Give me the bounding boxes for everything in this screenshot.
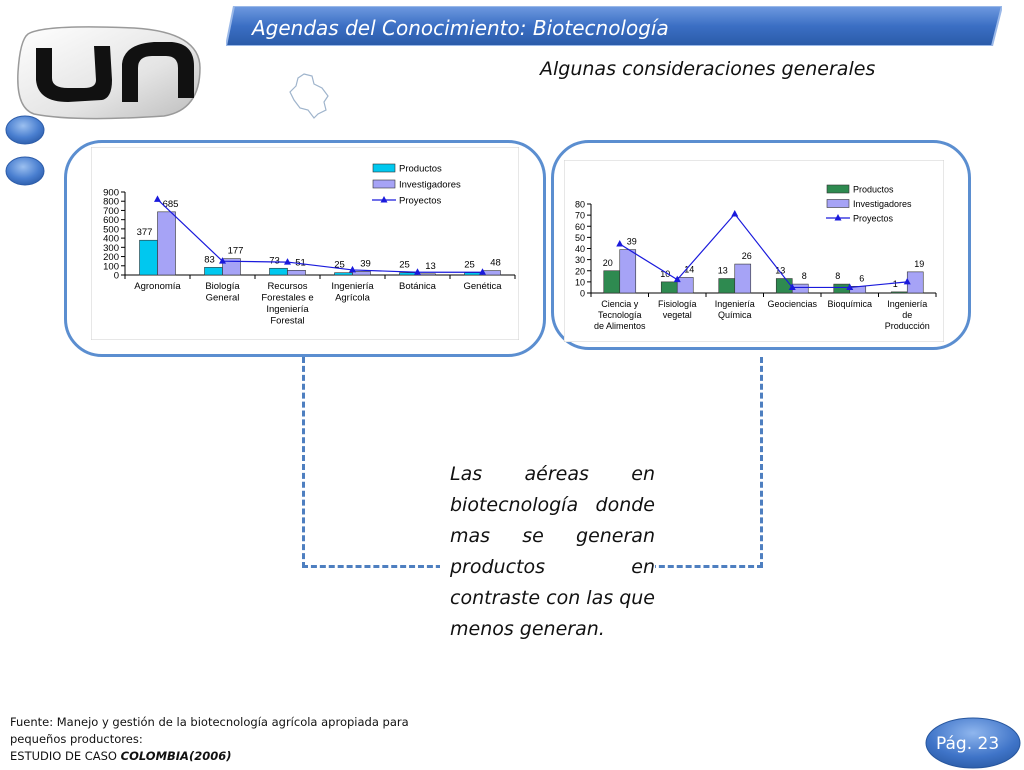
data-label: 14 <box>684 264 695 275</box>
legend-swatch <box>827 185 849 193</box>
y-tick-label: 0 <box>113 270 119 282</box>
data-label: 13 <box>425 260 436 272</box>
x-tick-label: Botánica <box>399 281 436 292</box>
colombia-map-icon <box>284 70 334 120</box>
source-line2 <box>10 748 430 765</box>
chart-products-right <box>564 160 944 342</box>
legend-label: Productos <box>399 163 442 175</box>
legend-swatch <box>373 180 395 188</box>
x-tick-label: Ingeniería de Producción <box>884 299 930 331</box>
bullet-icon <box>4 155 46 187</box>
data-label: 39 <box>626 236 637 247</box>
y-tick-label: 20 <box>574 266 585 277</box>
source-note <box>10 714 430 765</box>
data-label: 73 <box>269 255 280 267</box>
data-label: 177 <box>227 245 244 257</box>
bar-investigadores <box>288 270 306 275</box>
data-label: 20 <box>602 257 613 268</box>
data-label: 25 <box>464 259 475 271</box>
data-label: 1 <box>892 278 898 289</box>
y-tick-label: 80 <box>574 199 585 210</box>
bar-productos <box>335 273 353 275</box>
x-tick-label: Ingeniería Agrícola <box>331 281 374 304</box>
data-label: 39 <box>360 258 371 270</box>
data-label: 83 <box>204 254 215 266</box>
y-tick-label: 10 <box>574 277 585 288</box>
y-tick-label: 600 <box>103 215 119 227</box>
y-tick-label: 700 <box>103 205 119 217</box>
bar-productos <box>661 282 677 293</box>
y-tick-label: 30 <box>574 255 585 266</box>
bar-productos <box>604 271 620 293</box>
legend-label: Productos <box>853 184 894 195</box>
bar-productos <box>205 267 223 275</box>
page-title: Agendas del Conocimiento: Biotecnología <box>252 16 669 40</box>
data-label: 10 <box>660 268 671 279</box>
x-tick-label: Bioquímica <box>827 299 873 309</box>
legend-label: Investigadores <box>853 199 912 209</box>
x-tick-label: Recursos Forestales e Ingeniería Forestal <box>261 281 314 327</box>
bar-productos <box>891 292 907 293</box>
data-label: 685 <box>162 198 179 210</box>
body-paragraph: Las aéreas en biotecnología donde mas se generan productos en contraste con las que menos generan. <box>440 459 655 645</box>
bar-investigadores <box>620 250 636 293</box>
bar-investigadores <box>158 212 176 275</box>
y-tick-label: 100 <box>103 261 119 273</box>
legend-label: Investigadores <box>399 179 461 191</box>
y-tick-label: 50 <box>574 232 585 243</box>
x-tick-label: Agronomía <box>134 281 181 292</box>
bar-productos <box>270 268 288 275</box>
x-tick-label: Geociencias <box>767 299 818 309</box>
source-prefix: ESTUDIO DE CASO <box>10 749 121 763</box>
page-number: Pág. 23 <box>936 734 1000 754</box>
data-label: 25 <box>399 259 410 271</box>
chart-products-left <box>91 147 519 340</box>
y-tick-label: 60 <box>574 221 585 232</box>
legend-label: Proyectos <box>399 195 442 207</box>
y-tick-label: 0 <box>579 288 585 299</box>
data-label: 13 <box>717 265 728 276</box>
data-label: 25 <box>334 259 345 271</box>
x-tick-label: Genética <box>463 281 502 292</box>
bar-investigadores <box>735 264 751 293</box>
x-tick-label: Ciencia y Tecnología de Alimentos <box>593 299 646 331</box>
bar-investigadores <box>677 277 693 293</box>
y-tick-label: 900 <box>103 187 119 199</box>
data-label: 8 <box>801 271 807 282</box>
data-label: 6 <box>859 273 865 284</box>
bar-productos <box>719 279 735 293</box>
un-logo <box>14 20 204 120</box>
bullet-icon <box>4 114 46 146</box>
data-label: 377 <box>136 227 153 239</box>
y-tick-label: 300 <box>103 242 119 254</box>
source-line1: Fuente: Manejo y gestión de la biotecnología agrícola apropiada para pequeños productores: <box>10 715 409 746</box>
source-country: COLOMBIA(2006) <box>120 749 232 763</box>
data-label: 51 <box>295 257 306 269</box>
data-label: 13 <box>775 265 786 276</box>
y-tick-label: 200 <box>103 252 119 264</box>
legend-swatch <box>373 164 395 172</box>
y-tick-label: 40 <box>574 244 585 254</box>
page-subtitle: Algunas consideraciones generales <box>540 58 876 80</box>
y-tick-label: 500 <box>103 224 119 236</box>
data-label: 48 <box>490 257 501 269</box>
bar-productos <box>776 279 792 293</box>
data-label: 8 <box>835 271 841 282</box>
data-label: 19 <box>914 258 925 269</box>
y-tick-label: 400 <box>103 233 119 245</box>
legend-swatch <box>827 200 849 208</box>
y-tick-label: 800 <box>103 196 119 208</box>
x-tick-label: Fisiología vegetal <box>657 299 697 320</box>
x-tick-label: Biología General <box>205 281 240 304</box>
y-tick-label: 70 <box>574 210 585 221</box>
x-tick-label: Ingeniería Química <box>714 299 755 320</box>
bar-productos <box>140 240 158 275</box>
legend-label: Proyectos <box>853 213 894 224</box>
data-label: 26 <box>741 251 752 262</box>
